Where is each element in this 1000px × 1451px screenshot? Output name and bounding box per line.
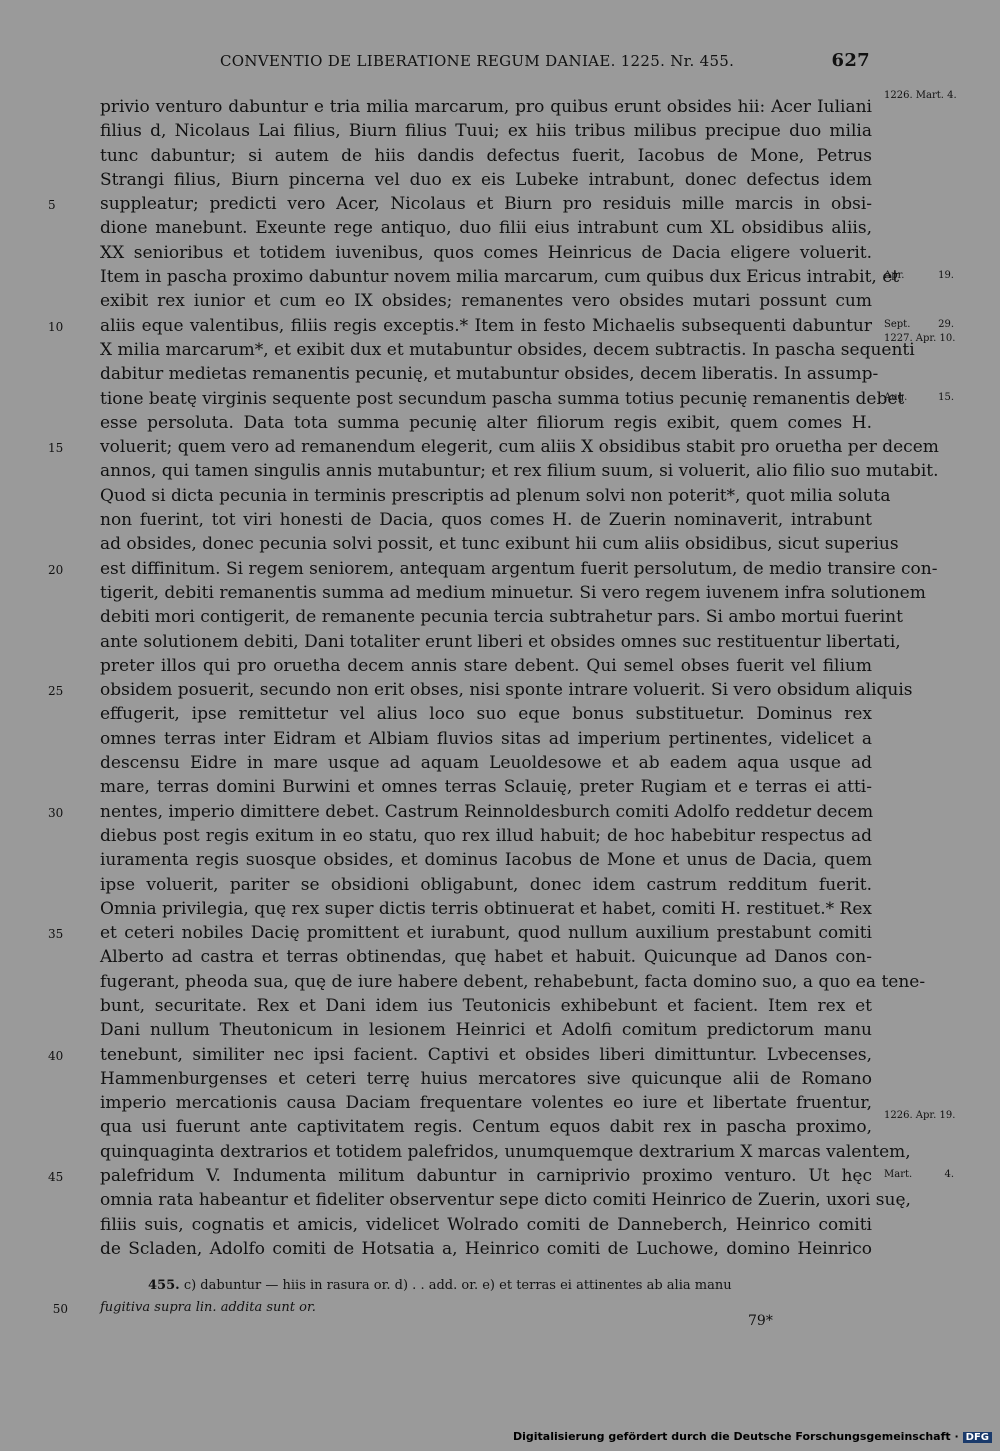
text-line — [100, 484, 891, 508]
text-line — [100, 1213, 872, 1237]
line-text: omnia rata habeantur et fideliter observentur sepe dicto comiti Heinrico de Zuerin, uxori suę, — [100, 1190, 911, 1211]
line-text: ante solutionem debiti, Dani totaliter erunt liberi et obsides omnes suc restituentur libertati, — [100, 631, 901, 652]
text-line — [100, 702, 872, 726]
line-text: annos, qui tamen singulis annis mutabuntur; et rex filium suum, si voluerit, alio filio suo mutabit. — [100, 461, 939, 482]
line-text: Dani nullum Theutonicum in lesionem Heinrici et Adolfi comitum predictorum manu — [100, 1020, 872, 1041]
text-line — [100, 411, 872, 435]
text-line — [48, 314, 954, 338]
line-text: bunt, securitate. Rex et Dani idem ius Teutonicis exhibebunt et facient. Item rex et — [100, 995, 872, 1016]
line-text: de Scladen, Adolfo comiti de Hotsatia a, Heinrico comiti de Luchowe, domino Heinrico — [100, 1238, 872, 1259]
line-number: 35 — [48, 927, 64, 942]
text-line — [100, 1091, 872, 1115]
line-text: ipse voluerit, pariter se obsidioni obligabunt, donec idem castrum redditum fuerit. — [100, 874, 872, 895]
line-text: suppleatur; predicti vero Acer, Nicolaus et Biurn pro residuis mille marcis in obsi- — [100, 194, 872, 215]
line-number: 5 — [48, 198, 56, 213]
line-text: quinquaginta dextrarios et totidem palefridos, unumquemque dextrarium X marcas valentem, — [100, 1141, 911, 1162]
line-text: tunc dabuntur; si autem de hiis dandis defectus fuerit, Iacobus de Mone, Petrus — [100, 145, 872, 166]
text-line — [100, 459, 939, 483]
line-text: tigerit, debiti remanentis summa ad medium minuetur. Si vero regem iuvenem infra solutionem — [100, 582, 926, 603]
line-text: est diffinitum. Si regem seniorem, antequam argentum fuerit persolutum, de medio transire con- — [100, 558, 938, 579]
line-text: voluerit; quem vero ad remanendum elegerit, cum aliis X obsidibus stabit pro oruetha per decem — [100, 437, 939, 458]
text-line — [100, 216, 872, 240]
line-number: 40 — [48, 1048, 64, 1063]
line-text: diebus post regis exitum in eo statu, quo rex illud habuit; de hoc habebitur respectus ad — [100, 825, 872, 846]
text-line — [100, 630, 901, 654]
text-line — [100, 897, 872, 921]
page-number: 627 — [831, 50, 870, 71]
text-line — [48, 678, 913, 702]
line-number: 30 — [48, 805, 64, 820]
line-text: Item in pascha proximo dabuntur novem milia marcarum, cum quibus dux Ericus intrabit, et — [100, 267, 900, 288]
text-line — [100, 119, 872, 143]
text-line — [48, 1164, 954, 1188]
text-line — [48, 1043, 872, 1067]
line-text: X milia marcarum*, et exibit dux et mutabuntur obsides, decem subtractis. In pascha sequenti — [100, 339, 915, 360]
text-line — [100, 532, 899, 556]
line-text: exibit rex iunior et cum eo IX obsides; remanentes vero obsides mutari possunt cum — [100, 291, 872, 312]
text-line — [100, 1140, 911, 1164]
line-text: effugerit, ipse remittetur vel alius loco suo eque bonus substituetur. Dominus rex — [100, 704, 872, 725]
text-line — [100, 241, 872, 265]
dfg-credit — [513, 1430, 992, 1443]
line-text: fugerant, pheoda sua, quę de iure habere debent, rehabebunt, facta domino suo, a quo ea tene- — [100, 971, 926, 992]
margin-date: Apr. 19. — [884, 270, 954, 282]
text-line — [100, 994, 872, 1018]
text-line — [100, 1110, 956, 1139]
text-line — [100, 144, 872, 168]
text-line — [48, 557, 938, 581]
margin-date: 1226. Mart. 4. — [884, 90, 957, 101]
dfg-text: Digitalisierung gefördert durch die Deutsche Forschungsgemeinschaft · — [512, 1430, 959, 1443]
text-line — [100, 945, 872, 969]
main-text — [48, 90, 957, 1261]
dfg-logo: DFG — [963, 1432, 992, 1443]
text-line — [100, 332, 956, 362]
text-line — [100, 508, 872, 532]
text-line — [48, 800, 874, 824]
text-line — [100, 265, 954, 289]
margin-date: Aug. 15. — [884, 391, 954, 403]
text-line — [100, 751, 872, 775]
text-line — [100, 824, 872, 848]
line-text: Alberto ad castra et terras obtinendas, quę habet et habuit. Quicunque ad Danos con- — [100, 947, 872, 968]
footnote-line — [100, 1275, 872, 1297]
line-number: 10 — [48, 319, 64, 334]
margin-date: 1227. Apr. 10. — [884, 332, 956, 344]
line-text: esse persoluta. Data tota summa pecunię alter filiorum regis exibit, quem comes H. — [100, 412, 872, 433]
text-line — [100, 727, 872, 751]
line-number: 15 — [48, 441, 64, 456]
line-text: preter illos qui pro oruetha decem annis stare debent. Qui semel obses fuerit vel filium — [100, 655, 872, 676]
line-text: qua usi fuerunt ante captivitatem regis. Centum equos dabit rex in pascha proximo, — [100, 1117, 872, 1138]
line-text: obsidem posuerit, secundo non erit obses, nisi sponte intrare voluerit. Si vero obsidum aliquis — [100, 680, 913, 701]
text-line — [100, 970, 926, 994]
line-text: mare, terras domini Burwini et omnes terras Sclauię, preter Rugiam et e terras ei atti- — [100, 777, 872, 798]
text-line — [100, 848, 872, 872]
text-line — [100, 1188, 911, 1212]
running-title: CONVENTIO DE LIBERATIONE REGUM DANIAE. 1225. Nr. 455. — [220, 52, 735, 70]
line-text: ad obsides, donec pecunia solvi possit, et tunc exibunt hii cum aliis obsidibus, sicut superius — [100, 534, 899, 555]
line-text: Hammenburgenses et ceteri terrę huius mercatores sive quicunque alii de Romano — [100, 1068, 872, 1089]
line-text: nentes, imperio dimittere debet. Castrum Reinnoldesburch comiti Adolfo reddetur decem — [100, 801, 874, 822]
line-text: Strangi filius, Biurn pincerna vel duo ex eis Lubeke intrabunt, donec defectus idem — [100, 169, 872, 190]
text-line — [100, 581, 926, 605]
text-line — [100, 387, 954, 411]
line-number: 25 — [48, 684, 64, 699]
text-line — [100, 90, 957, 119]
text-line — [100, 654, 872, 678]
line-text: dione manebunt. Exeunte rege antiquo, duo filii eius intrabunt cum XL obsidibus aliis, — [100, 218, 872, 239]
line-text: aliis eque valentibus, filiis regis exceptis.* Item in festo Michaelis subsequenti dabuntur — [100, 315, 872, 336]
text-line — [100, 873, 872, 897]
line-text: iuramenta regis suosque obsides, et dominus Iacobus de Mone et unus de Dacia, quem — [100, 850, 872, 871]
margin-date: 1226. Apr. 19. — [884, 1110, 956, 1122]
line-text: Omnia privilegia, quę rex super dictis terris obtinuerat et habet, comiti H. restituet.* Rex — [100, 898, 872, 919]
text-line — [100, 289, 872, 313]
text-line — [48, 192, 872, 216]
footnote-text: fugitiva supra lin. addita sunt or. — [100, 1300, 316, 1315]
line-number: 50 — [52, 1302, 68, 1316]
line-text: filiis suis, cognatis et amicis, videlicet Wolrado comiti de Danneberch, Heinrico comiti — [100, 1214, 872, 1235]
text-line — [48, 921, 872, 945]
line-text: tione beatę virginis sequente post secundum pascha summa totius pecunię remanentis debet — [100, 388, 905, 409]
line-text: omnes terras inter Eidram et Albiam fluvios sitas ad imperium pertinentes, videlicet a — [100, 728, 872, 749]
line-text: et ceteri nobiles Dacię promittent et iurabunt, quod nullum auxilium prestabunt comiti — [100, 923, 872, 944]
text-line — [48, 435, 939, 459]
line-text: filius d, Nicolaus Lai filius, Biurn filius Tuui; ex hiis tribus milibus precipue duo milia — [100, 121, 872, 142]
line-text: privio venturo dabuntur e tria milia marcarum, pro quibus erunt obsides hii: Acer Iuliani — [100, 97, 872, 117]
line-text: XX senioribus et totidem iuvenibus, quos comes Heinricus de Dacia eligere voluerit. — [100, 242, 872, 263]
line-text: imperio mercationis causa Daciam frequentare volentes eo iure et libertate fruentur, — [100, 1093, 872, 1114]
line-number: 45 — [48, 1170, 64, 1185]
text-line — [100, 168, 872, 192]
line-text: dabitur medietas remanentis pecunię, et mutabuntur obsides, decem liberatis. In assump- — [100, 364, 879, 385]
line-text: palefridum V. Indumenta militum dabuntur in carniprivio proximo venturo. Ut hęc — [100, 1166, 872, 1187]
text-line — [100, 1018, 872, 1042]
text-line — [100, 1237, 872, 1261]
text-line — [100, 362, 879, 386]
line-text: tenebunt, similiter nec ipsi facient. Captivi et obsides liberi dimittuntur. Lvbecenses, — [100, 1044, 872, 1065]
margin-date: Sept. 29. — [884, 318, 954, 330]
text-line — [100, 1067, 872, 1091]
margin-date: Mart. 4. — [884, 1169, 954, 1181]
line-text: non fuerint, tot viri honesti de Dacia, quos comes H. de Zuerin nominaverit, intrabunt — [100, 510, 872, 531]
text-line — [100, 775, 872, 799]
line-text: descensu Eidre in mare usque ad aquam Leuoldesowe et ab eadem aqua usque ad — [100, 753, 872, 774]
line-text: debiti mori contigerit, de remanente pecunia tercia subtrahetur pars. Si ambo mortui fuerint — [100, 607, 903, 628]
signature-mark: 79* — [748, 1313, 773, 1329]
footnote-text: c) dabuntur — hiis in rasura or. d) . . add. or. e) et terras ei attinentes ab alia manu — [183, 1278, 732, 1293]
footnote-number: 455. — [148, 1278, 180, 1293]
text-line — [100, 605, 903, 629]
line-text: Quod si dicta pecunia in terminis prescriptis ad plenum solvi non poterit*, quot milia soluta — [100, 485, 891, 506]
line-number: 20 — [48, 562, 64, 577]
